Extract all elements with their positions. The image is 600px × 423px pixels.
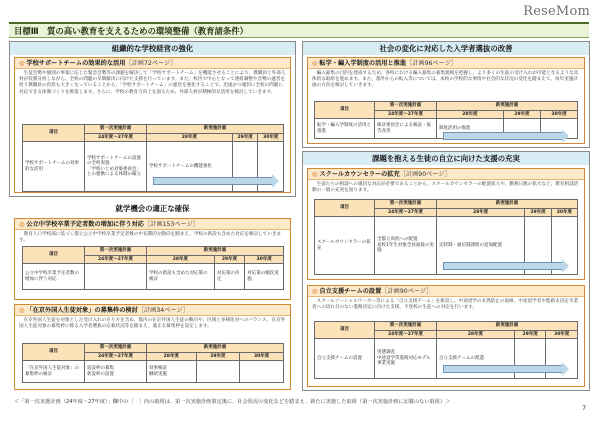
bullet-icon: ◎	[312, 171, 318, 178]
progress-arrow	[443, 262, 563, 270]
panel-title: 就学機会の適正な確保	[115, 204, 190, 213]
bullet-icon: ◎	[19, 307, 25, 314]
header-y29: 29年度	[232, 133, 258, 142]
row-label: 公立中学校卒業予定者数の増加に伴う対応	[23, 264, 85, 290]
row-label: 自立支援チームの設置	[315, 339, 375, 379]
plan-table: 項目 第一次実施計画 新実施計画 24年度〜27年度 28年度 29年度 30年度 公立中学校卒業予定者数の増加に伴う対応 学校の新設も含めた対応策の検討 対応策の決定 対応策の順次実施	[22, 246, 284, 290]
progress-arrow	[443, 365, 563, 373]
row-label: スクールカウンセラーの拡充	[315, 217, 375, 275]
card-body: 生徒たちの相談への適切な対応が必要であることから、スクールカウンセラーの配置拡大や、勤務日数の拡大など、教育相談活動の一層の充実を図ります。	[312, 182, 579, 194]
header-first-plan: 第一次実施計画	[85, 125, 147, 134]
bullet-icon: ◎	[19, 60, 25, 67]
card-title: ◎ 学校サポートチームの効果的な活用［計画72ページ］	[15, 58, 290, 69]
header-y28: 28年度	[147, 133, 233, 142]
first-plan-cell: 学校サポートチームの設置の全校実施 「学校いじめ対策委員会」との連携による体制の確立	[85, 142, 147, 192]
plan-table: 項目 第一次実施計画 新実施計画 24年度〜27年度 28年度 29年度 30年度 転学・編入学制度の活用と推進 検討委員会による検証・報告改善 制度活用の推進	[314, 101, 578, 139]
card-body: 在京外国人生徒を対象とした受け入れの在り方を含め、都内の在京外国人生徒の動向や、区域と多様化対へのバランス、在京外国人生徒対象の募集枠に係る入学者選抜の応募状況等を踏まえ、適正な募集枠を設定します。	[19, 318, 286, 330]
progress-arrow	[443, 132, 563, 140]
footnote: ＜「第一次実施計画（24年度〜27年度）」欄中の［ ］内の取組は、第一次実施計画策定後に、社会状況の変化などを踏まえ、新たに実施した取組（第一次実施計画に記載のない取組）＞	[14, 399, 451, 405]
bullet-icon: ◎	[312, 60, 318, 67]
card-title: ◎ 転学・編入学制度の活用と推進［計画96ページ］	[308, 58, 584, 69]
card-title: ◎ スクールカウンセラーの拡充［計画90ページ］	[308, 169, 584, 180]
row-label: 「在京外国人生徒対象」の募集枠の検討	[23, 361, 85, 383]
plan-table: 項目 第一次実施計画 新実施計画 24年度〜27年度 28年度 29年度 30年度 スクールカウンセラーの拡充 全都立高校への配置 高校1年生対象全員面接の実施 定時制・通信制課程の追加配置	[314, 199, 578, 275]
bullet-icon: ◎	[312, 288, 318, 295]
card-body: スクールソーシャルワーカー等による「自立支援チーム」を新設し、中途退学の未然防止の取組、中途退学者や進路未決定卒業者への切れ目のない進路決定に向けた支援、不登校の生徒への対応を行います。	[312, 299, 579, 311]
row-label: 学校サポートチームの効果的な活用	[23, 142, 85, 192]
card-title: ◎ 自立支援チームの設置［計画90ページ］	[308, 286, 584, 297]
card-body: 教育人口学校部に基づく都立公立中学校卒業予定者数の中長期的な動向を踏まえ、学校の新設も含めた対応を検討していきます。	[19, 232, 282, 244]
card-title: ◎ 「在京外国人生徒対象」の募集枠の検討［計画34ページ］	[15, 305, 290, 316]
progress-arrow	[153, 177, 273, 185]
header-new-plan: 新実施計画	[147, 125, 284, 134]
card-body: 編入募集の目的を達成するため、各校における編入募集の募集規模を把握し、より多くの生徒の受け入れが可能となるような具体的な取組を進めます。また、都外からの転入等については、本校の学校的な事情や社会的な状況の変化を踏まえて、毎年実施計画の方向を検討していきます。	[312, 71, 579, 89]
row-label: 転学・編入学制度の活用と推進	[315, 119, 375, 139]
header-item: 項目	[23, 125, 85, 142]
plan-table: 項目 第一次実施計画 新実施計画 24年度〜27年度 28年度 29年度 30年度 「在京外国人生徒対象」の募集枠の検討 追設枠の募集 新設枠の設置 効果検証 継続実施	[22, 343, 284, 383]
goal-heading: 目標Ⅲ 質の高い教育を支えるための環境整備（教育諸条件）	[9, 22, 589, 38]
plan-table: 項目 第一次実施計画 新実施計画 24年度〜27年度 28年度 29年度 30年度 自立支援チームの設置 実態調査 中途退学等進路対応モデル事業実施 自立支援チームの派遣	[314, 321, 578, 379]
bullet-icon: ◎	[19, 221, 25, 228]
panel-title: 組織的な学校経営の強化	[10, 42, 295, 55]
page-number: 7	[582, 405, 586, 412]
card-title: ◎ 公立中学校卒業予定者数の増加に伴う対応［計画153ページ］	[15, 219, 290, 230]
panel-title: 社会の変化に対応した入学者選抜の改善	[303, 42, 589, 55]
panel-title: 課題を抱える生徒の自立に向けた支援の充実	[303, 152, 589, 165]
logo: ReseMom	[523, 4, 590, 19]
new-plan-cell: 学校サポートチームの機能強化	[147, 142, 233, 192]
card-body: 生徒会勢や個別の事案に応じた緊急会勢等の課題を解決して「学校サポートチーム」を機能させることにより、教職員と外部人材が役割分担しながら、全校の問題の早期解決に向けた支援を行っています。また、校内で中心となって連絡調整や会勢の運営を担う教職員の負担も大きくなっていることから、「学校サポートチーム」の運営を強化することで、迅速かつ適切に全校の問題に対応できる体制づくりを推進します。さらに、学校の教育力向上を図るため、外部人材が積極的な活用を検討していきます。	[19, 71, 286, 95]
header-y30: 30年度	[258, 133, 284, 142]
header-first-years: 24年度〜27年度	[85, 133, 147, 142]
